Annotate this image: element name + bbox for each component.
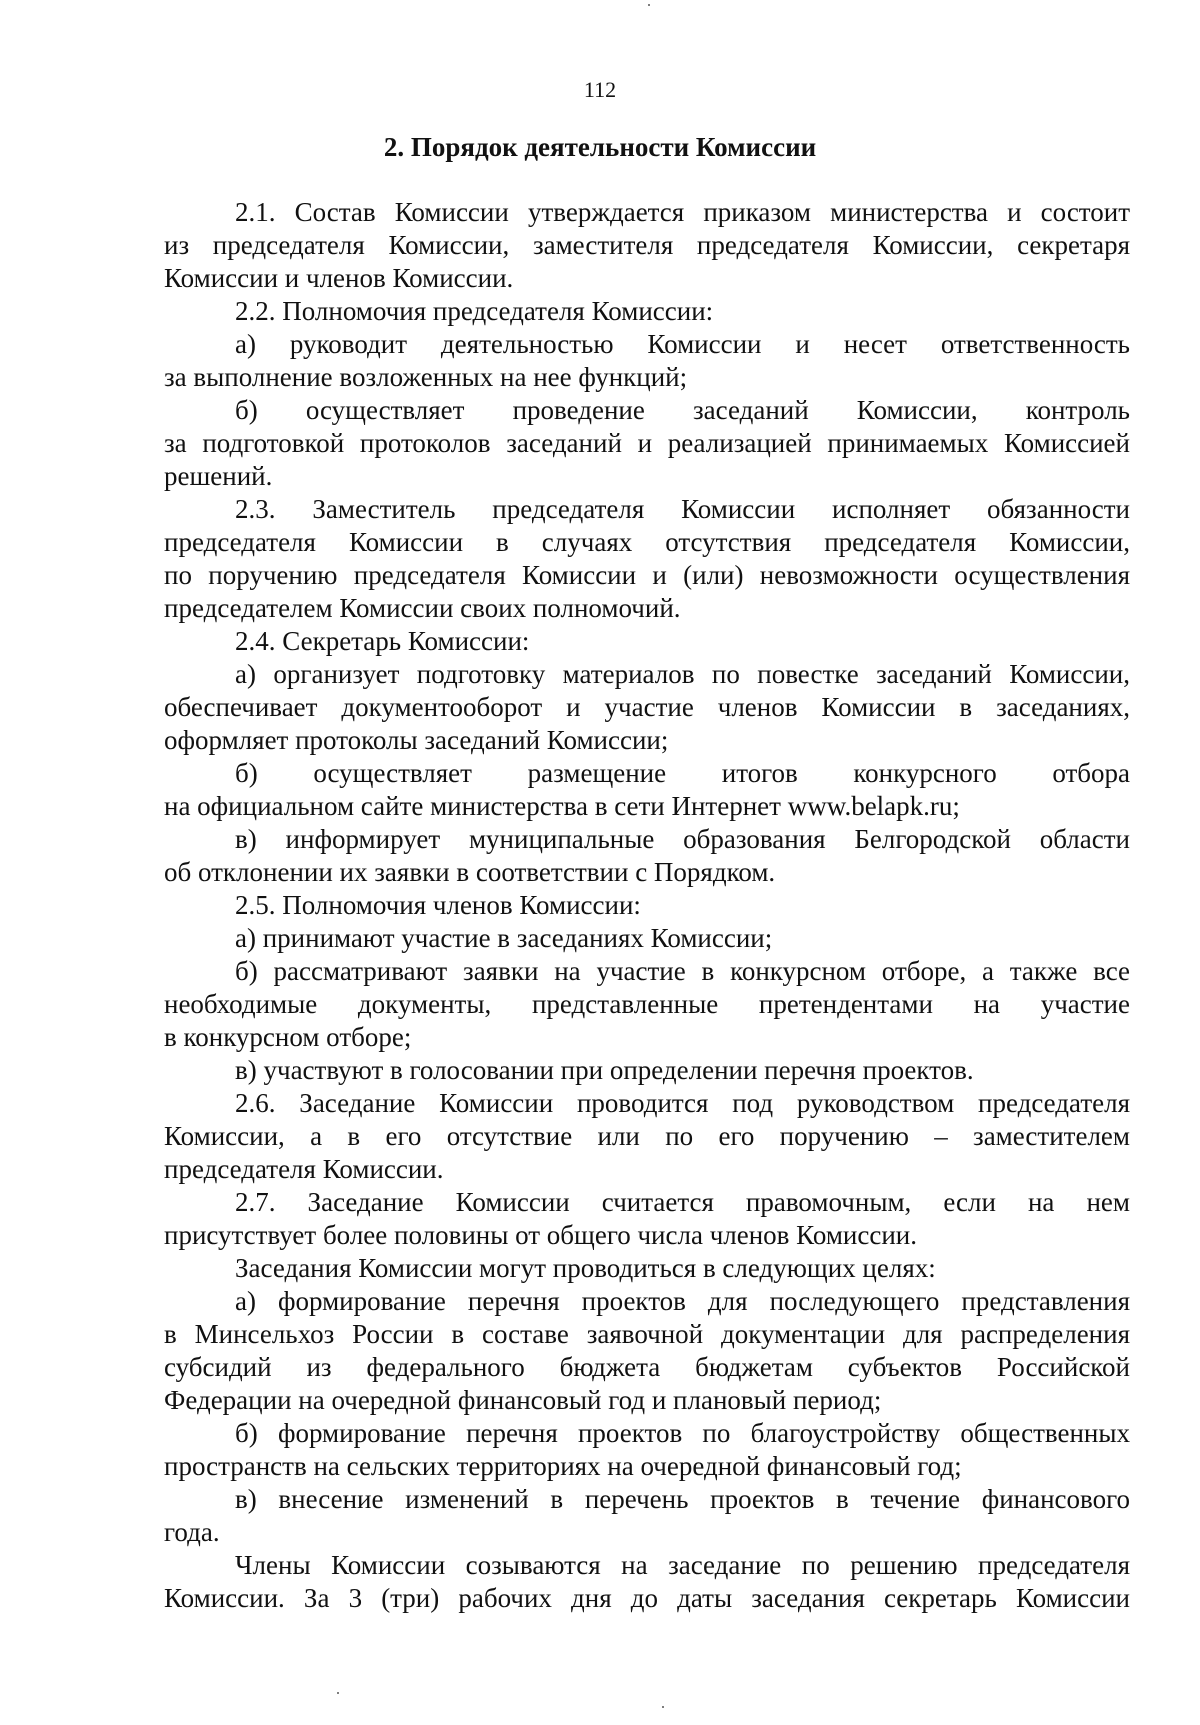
text-line: 2.3. Заместитель председателя Комиссии исполняет обязанности: [235, 494, 1130, 524]
text-line: а) руководит деятельностью Комиссии и несет ответственность: [235, 329, 1130, 359]
text-line: Комиссии и членов Комиссии.: [164, 263, 514, 293]
text-line: на официальном сайте министерства в сети Интернет www.belapk.ru;: [164, 791, 960, 821]
page-number: 112: [583, 77, 617, 102]
text-line: года.: [164, 1517, 220, 1547]
text-line: обеспечивает документооборот и участие членов Комиссии в заседаниях,: [164, 692, 1130, 722]
scan-speck: [648, 4, 650, 6]
text-line: решений.: [164, 461, 273, 491]
text-line: Члены Комиссии созываются на заседание по решению председателя: [235, 1550, 1130, 1580]
document-body: [164, 196, 1130, 1615]
text-line: б) осуществляет проведение заседаний Комиссии, контроль: [235, 395, 1130, 425]
text-line: 2.7. Заседание Комиссии считается правомочным, если на нем: [235, 1187, 1130, 1217]
text-line: а) организует подготовку материалов по повестке заседаний Комиссии,: [235, 659, 1130, 689]
text-line: 2.1. Состав Комиссии утверждается приказом министерства и состоит: [235, 197, 1130, 227]
text-line: Заседания Комиссии могут проводиться в следующих целях:: [235, 1253, 936, 1283]
text-line: за выполнение возложенных на нее функций;: [164, 362, 688, 392]
text-line: председателя Комиссии в случаях отсутствия председателя Комиссии,: [164, 527, 1130, 557]
section-title: 2. Порядок деятельности Комиссии: [383, 132, 817, 162]
text-line: присутствует более половины от общего числа членов Комиссии.: [164, 1220, 917, 1250]
text-line: а) формирование перечня проектов для последующего представления: [235, 1286, 1130, 1316]
text-line: председателя Комиссии.: [164, 1154, 444, 1184]
text-line: субсидий из федерального бюджета бюджетам субъектов Российской: [164, 1352, 1130, 1382]
text-line: по поручению председателя Комиссии и (или) невозможности осуществления: [164, 560, 1130, 590]
text-line: оформляет протоколы заседаний Комиссии;: [164, 725, 669, 755]
text-line: Комиссии. За 3 (три) рабочих дня до даты заседания секретарь Комиссии: [164, 1583, 1130, 1613]
text-line: в) информирует муниципальные образования Белгородской области: [235, 824, 1130, 854]
text-line: б) формирование перечня проектов по благоустройству общественных: [235, 1418, 1130, 1448]
scan-speck: [337, 1692, 339, 1694]
scan-speck: [662, 1706, 664, 1708]
text-line: председателем Комиссии своих полномочий.: [164, 593, 681, 623]
text-line: 2.4. Секретарь Комиссии:: [235, 626, 530, 656]
text-line: в конкурсном отборе;: [164, 1022, 412, 1052]
text-line: 2.2. Полномочия председателя Комиссии:: [235, 296, 714, 326]
text-line: необходимые документы, представленные претендентами на участие: [164, 989, 1130, 1019]
text-line: пространств на сельских территориях на очередной финансовый год;: [164, 1451, 962, 1481]
text-line: об отклонении их заявки в соответствии с Порядком.: [164, 857, 776, 887]
text-line: 2.6. Заседание Комиссии проводится под руководством председателя: [235, 1088, 1130, 1118]
text-line: в Минсельхоз России в составе заявочной документации для распределения: [164, 1319, 1130, 1349]
text-line: б) осуществляет размещение итогов конкурсного отбора: [235, 758, 1130, 788]
text-line: в) участвуют в голосовании при определении перечня проектов.: [235, 1055, 974, 1085]
text-line: за подготовкой протоколов заседаний и реализацией принимаемых Комиссией: [164, 428, 1130, 458]
text-line: Федерации на очередной финансовый год и плановый период;: [164, 1385, 882, 1415]
text-line: 2.5. Полномочия членов Комиссии:: [235, 890, 641, 920]
text-line: из председателя Комиссии, заместителя председателя Комиссии, секретаря: [164, 230, 1130, 260]
text-line: в) внесение изменений в перечень проектов в течение финансового: [235, 1484, 1130, 1514]
text-line: б) рассматривают заявки на участие в конкурсном отборе, а также все: [235, 956, 1130, 986]
text-line: Комиссии, а в его отсутствие или по его поручению – заместителем: [164, 1121, 1130, 1151]
text-line: а) принимают участие в заседаниях Комиссии;: [235, 923, 773, 953]
